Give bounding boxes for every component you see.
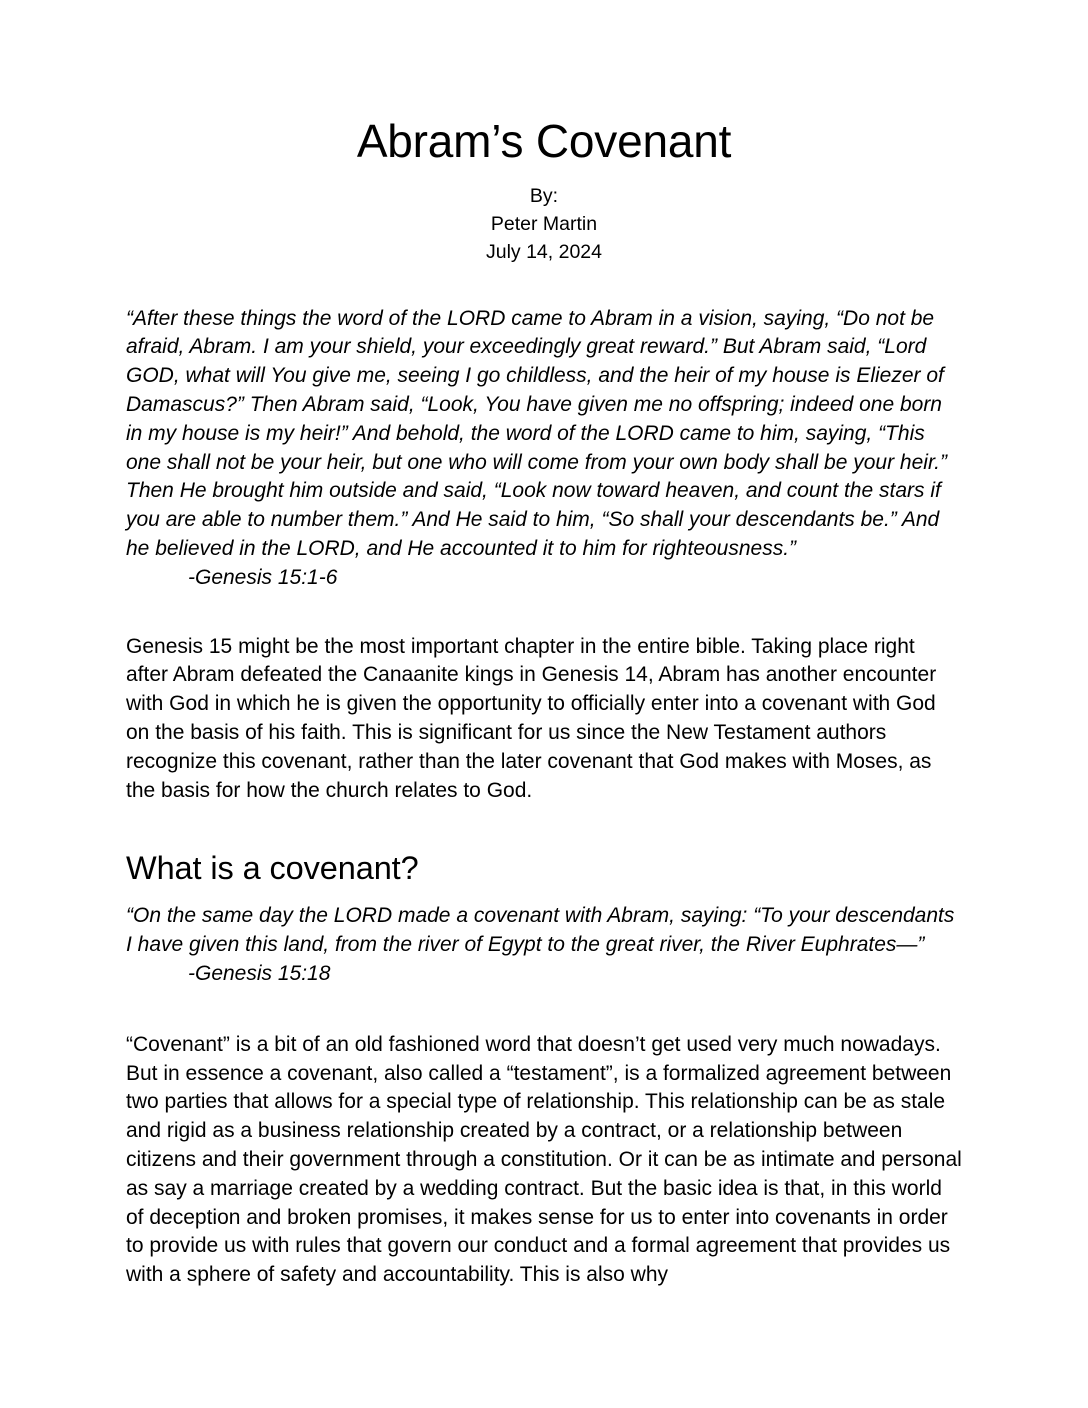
byline-by-label: By: (529, 184, 559, 207)
byline-date: July 14, 2024 (485, 240, 602, 263)
paragraph-covenant-definition: “Covenant” is a bit of an old fashioned word that doesn’t get used very much nowadays. But in essence a covenant, also called a “testament”, is a formalized agreement between two parties that allows for a special type of relationship. This relationship can be as stale and rigid as a business relationship created by a contract, or a relationship between citizens and their government through a constitution. Or it can be as intimate and personal as say a marriage created by a wedding contract. But the basic idea is that, in this world of deception and broken promises, it makes sense for us to enter into covenants in order to provide us with rules that govern our conduct and a formal agreement that provides us with a sphere of safety and accountability. This is also why (126, 1032, 962, 1287)
citation-genesis-15-1-6: -Genesis 15:1-6 (188, 565, 338, 589)
byline (126, 182, 962, 266)
page-title: Abram’s Covenant (356, 115, 732, 167)
citation-genesis-15-18: -Genesis 15:18 (188, 962, 331, 986)
section-heading-what-is-a-covenant: What is a covenant? (126, 850, 419, 887)
paragraph-introduction: Genesis 15 might be the most important chapter in the entire bible. Taking place right after Abram defeated the Canaanite kings in Genesis 14, Abram has another encounter with God in which he is given the opportunity to officially enter into a covenant with God on the basis of his faith. This is significant for us since the New Testament authors recognize this covenant, rather than the later covenant that God makes with Moses, as the basis for how the church relates to God. (126, 634, 937, 802)
byline-author: Peter Martin (490, 212, 598, 235)
scripture-quote-genesis-15-18: “On the same day the LORD made a covenant with Abram, saying: “To your descendants I have given this land, from the river of Egypt to the great river, the River Euphrates—” (126, 904, 955, 957)
scripture-quote-genesis-15-1-6: “After these things the word of the LORD came to Abram in a vision, saying, “Do not be afraid, Abram. I am your shield, your exceedingly great reward.” But Abram said, “Lord GOD, what will You give me, seeing I go childless, and the heir of my house is Eliezer of Damascus?” Then Abram said, “Look, You have given me no offspring; indeed one born in my house is my heir!” And behold, the word of the LORD came to him, saying, “This one shall not be your heir, but one who will come from your own body shall be your heir.” Then He brought him outside and said, “Look now toward heaven, and count the stars if you are able to number them.” And He said to him, “So shall your descendants be.” And he believed in the LORD, and He accounted it to him for righteousness.” (126, 306, 947, 561)
